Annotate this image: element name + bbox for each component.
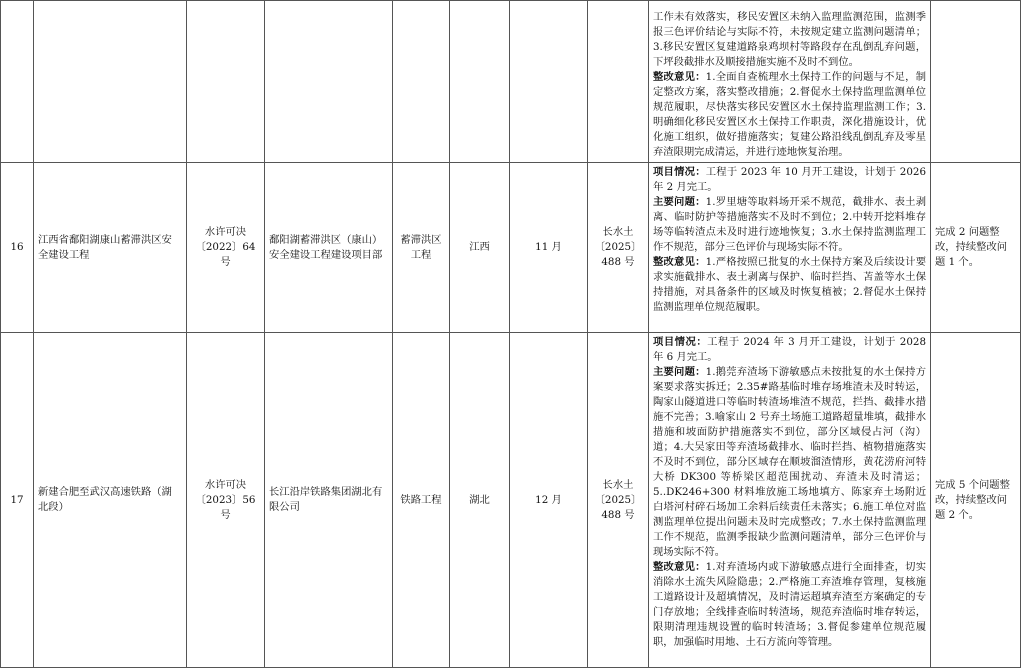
table-row [1, 333, 1021, 668]
cell-num [1, 1, 34, 163]
cell-month [510, 1, 588, 163]
situation-label: 项目情况： [653, 166, 706, 178]
problems-label: 主要问题： [653, 196, 706, 208]
cell-notice [588, 1, 649, 163]
detail-problems-continued: 工作未有效落实，移民安置区未纳入监理监测范围，监测季报三色评价结论与实际不符，未按规定建立监测问题清单；3.移民安置区复建道路泉鸡坝村等路段存在乱倒乱弃问题，下坪段截排水及顺接措施实施不及时不到位。 [653, 11, 926, 68]
rectify-label: 整改意见： [653, 561, 706, 573]
cell-province: 江西 [450, 163, 510, 333]
cell-notice: 长水土〔2025〕488 号 [588, 333, 649, 668]
situation-text: 工程于 2023 年 10 月开工建设，计划于 2026 年 2 月完工。 [653, 166, 926, 193]
problems-label: 主要问题： [653, 366, 706, 378]
cell-unit: 长江沿岸铁路集团湖北有限公司 [265, 333, 393, 668]
cell-detail [649, 1, 931, 163]
cell-approval: 水许可决〔2022〕64 号 [187, 163, 265, 333]
cell-approval: 水许可决〔2023〕56 号 [187, 333, 265, 668]
situation-text: 工程于 2024 年 3 月开工建设，计划于 2028 年 6 月完工。 [653, 336, 927, 363]
cell-status: 完成 5 个问题整改，持续整改问题 2 个。 [931, 333, 1021, 668]
cell-type [393, 1, 450, 163]
rectify-label: 整改意见： [653, 71, 706, 83]
cell-project-name: 江西省鄱阳湖康山蓄滞洪区安全建设工程 [34, 163, 187, 333]
cell-detail [649, 163, 931, 333]
rectify-text: 1.严格按照已批复的水土保持方案及后续设计要求实施截排水、表土剥离与保护、临时拦挡、苫盖等水土保持措施，对具备条件的区域及时恢复植被；2.督促水土保持监测监理单位规范履职。 [653, 256, 927, 313]
cell-project-name: 新建合肥至武汉高速铁路（湖北段） [34, 333, 187, 668]
table-row [1, 1, 1021, 163]
problems-text: 1.鹅莞弃渣场下游敏感点未按批复的水土保持方案要求落实拆迁；2.35#路基临时堆存场堆渣未及时转运，陶家山隧道进口等临时转渣场堆渣不规范，拦挡、截排水措施不完善；3.喻家山 2 号弃土场施工道路超量堆填，截排水措施和坡面防护措施落实不到位，部分区域侵占河（沟）道；4.大吴家田等弃渣场截排水、临时拦挡、植物措施落实不及时不到位，部分区域存在顺坡溜渣情形，黄花涝府河特大桥 DK300 等桥梁区超范围扰动、弃渣未及时清运；5..DK246+300 材料堆放施工场地填方、陈家弃土场附近白塔河村碎石场加工余料后续责任未落实；6.施工单位对监测监理单位提出问题未及时完成整改；7.水土保持监测监理工作不规范，监测季报缺少监测问题清单，部分三色评价与现场实际不符。 [653, 366, 927, 558]
cell-province: 湖北 [450, 333, 510, 668]
cell-type: 蓄滞洪区工程 [393, 163, 450, 333]
cell-province [450, 1, 510, 163]
rectify-text: 1.对弃渣场内或下游敏感点进行全面排查，切实消除水土流失风险隐患；2.严格施工弃渣堆存管理，复核施工道路设计及超填情况，及时清运超填弃渣至方案确定的专门存放地；全线排查临时转渣场，规范弃渣临时堆存转运，限期清理违规设置的临时转渣场；3.督促参建单位规范履职，加强临时用地、土石方流向等管理。 [653, 561, 927, 648]
rectify-text: 1.全面自查梳理水土保持工作的问题与不足，制定整改方案，落实整改措施；2.督促水土保持监理监测单位规范履职，尽快落实移民安置区水土保持监理监测工作；3.明确细化移民安置区水土保持工作职责，深化措施设计，优化施工组织，做好措施落实；复建公路沿线乱倒乱弃及零星弃渣限期完成清运，并进行迹地恢复治理。 [653, 71, 927, 158]
cell-notice: 长水土〔2025〕488 号 [588, 163, 649, 333]
rectify-label: 整改意见： [653, 256, 706, 268]
problems-text: 1.罗里塘等取料场开采不规范，截排水、表土剥离、临时防护等措施落实不及时不到位；2.中转开挖料堆存场等临转渣点未及时进行迹地恢复；3.水土保持监测监理工作不规范，部分三色评价与现场实际不符。 [653, 196, 927, 253]
cell-status [931, 1, 1021, 163]
cell-status: 完成 2 问题整改，持续整改问题 1 个。 [931, 163, 1021, 333]
situation-label: 项目情况： [653, 336, 708, 348]
cell-month: 12 月 [510, 333, 588, 668]
cell-type: 铁路工程 [393, 333, 450, 668]
cell-month: 11 月 [510, 163, 588, 333]
cell-unit [265, 1, 393, 163]
cell-approval [187, 1, 265, 163]
cell-detail [649, 333, 931, 668]
cell-num: 17 [1, 333, 34, 668]
cell-unit: 鄱阳湖蓄滞洪区（康山）安全建设工程建设项目部 [265, 163, 393, 333]
cell-num: 16 [1, 163, 34, 333]
cell-project-name [34, 1, 187, 163]
table-row [1, 163, 1021, 333]
